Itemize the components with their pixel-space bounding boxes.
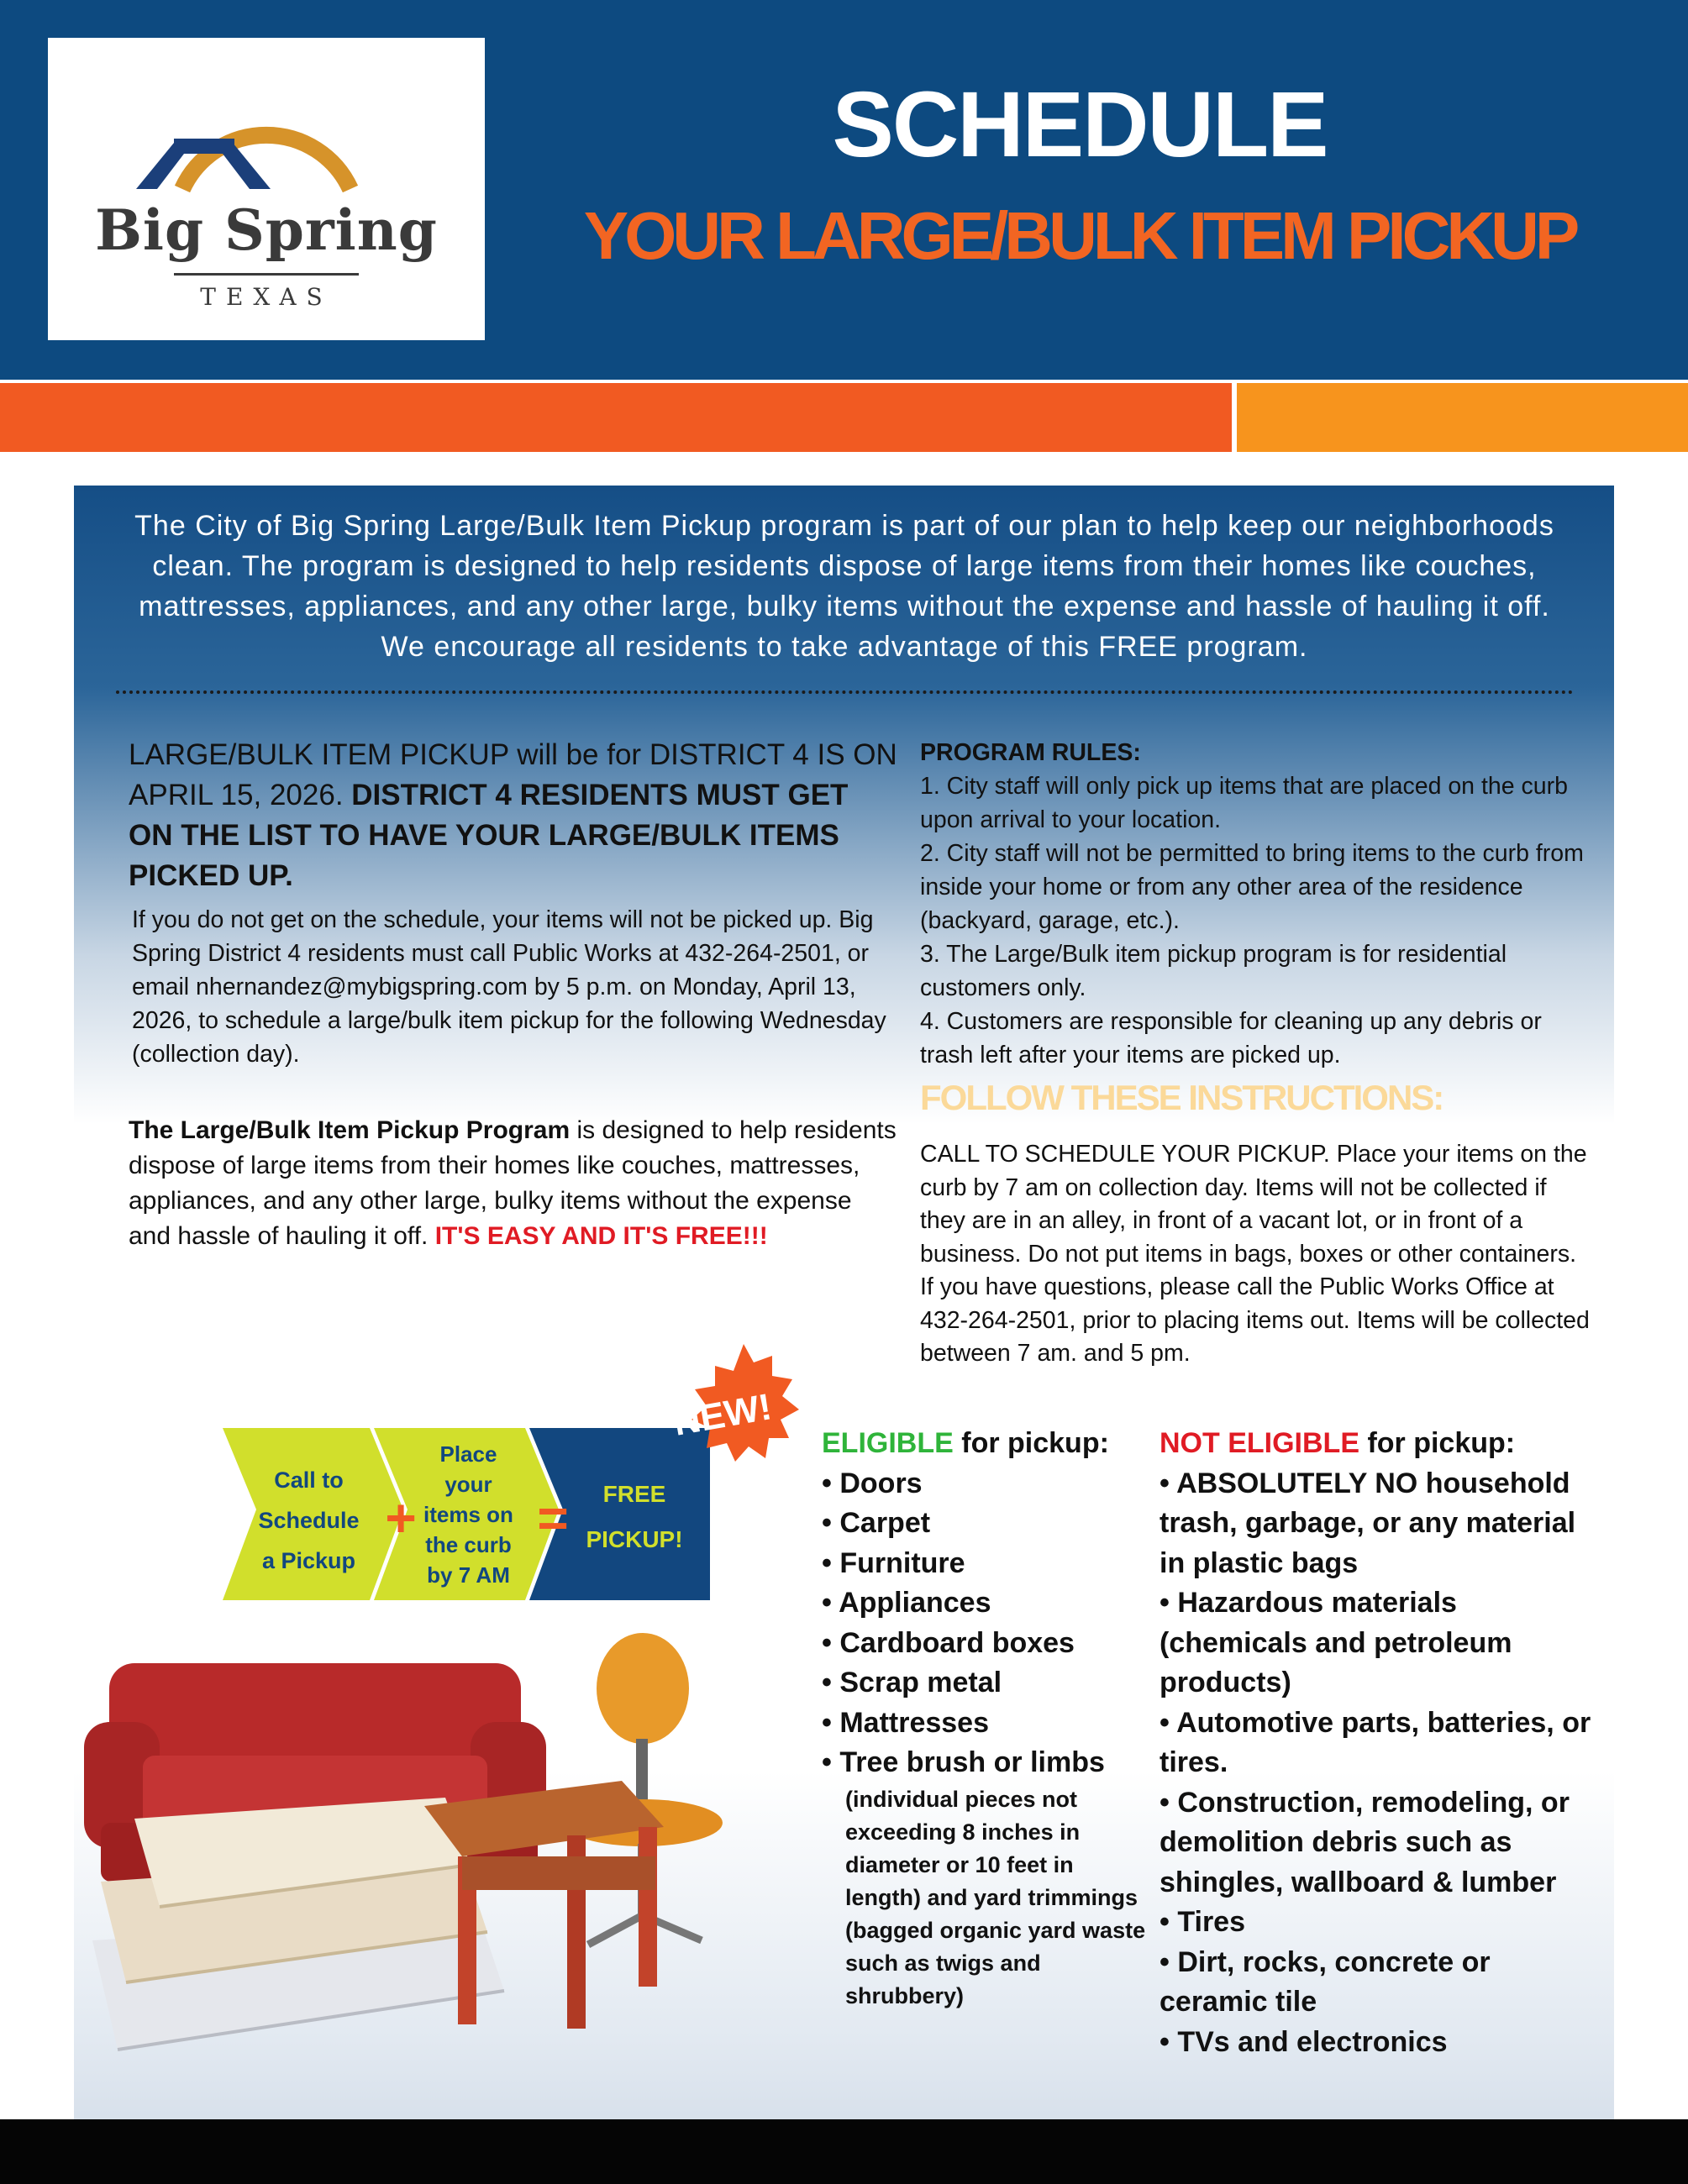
flow-line: by 7 AM — [427, 1562, 510, 1588]
eligible-item: • Furniture — [822, 1546, 965, 1579]
flow-line: items on — [423, 1502, 513, 1527]
logo-divider — [174, 273, 359, 276]
not-eligible-item: • Construction, remodeling, or demolition debris such as shingles, wallboard & lumber — [1160, 1786, 1570, 1898]
follow-instructions-title: FOLLOW THESE INSTRUCTIONS: — [920, 1078, 1443, 1117]
eligible-item: • Doors — [822, 1467, 923, 1499]
dotted-divider — [116, 690, 1574, 694]
eligible-item: • Cardboard boxes — [822, 1626, 1075, 1659]
eligible-item: • Tree brush or limbs — [822, 1746, 1105, 1778]
district-must-register: DISTRICT 4 RESIDENTS MUST GET ON THE LIST TO HAVE YOUR LARGE/BULK ITEMS PICKED UP. — [129, 779, 849, 892]
program-text: is designed to help residents dispose of large items from their homes like couches, mattresses, appliances, and any other large, bulky items without the expense and hassle of hauling it off. — [129, 1116, 897, 1250]
intro-paragraph: The City of Big Spring Large/Bulk Item Pickup program is part of our plan to help keep our neighborhoods clean. The program is designed to help residents dispose of large items from their homes like couches, mattresses, appliances, and any other large, bulky items without the expense and hassle of hauling it off. We encourage all residents to take advantage of this FREE program. — [134, 510, 1554, 663]
rule-item: 1. City staff will only pick up items that are placed on the curb upon arrival to your location. — [920, 773, 1568, 833]
new-badge-text: NEW! — [670, 1386, 775, 1444]
district-announcement — [129, 735, 897, 896]
bottom-bar — [0, 2119, 1688, 2184]
eligible-label: ELIGIBLE — [822, 1427, 954, 1459]
eligible-heading — [822, 1424, 1149, 1464]
rules-title: PROGRAM RULES: — [920, 739, 1141, 766]
eligible-list — [822, 1424, 1149, 2013]
logo-name: Big Spring — [95, 197, 438, 263]
flow-step-call-text — [252, 1460, 365, 1581]
flow-line: PICKUP! — [586, 1526, 683, 1552]
district-date: LARGE/BULK ITEM PICKUP will be for DISTRICT 4 IS ON APRIL 15, 2026. — [129, 738, 897, 811]
easy-free-callout: IT'S EASY AND IT'S FREE!!! — [434, 1222, 768, 1250]
eligible-item: • Carpet — [822, 1507, 931, 1539]
page-title: SCHEDULE — [832, 73, 1328, 176]
schedule-details: If you do not get on the schedule, your items will not be picked up. Big Spring District 4 residents must call Public Works at 432-264-2501, or email nhernandez@mybigspring.com by 5 p.m. on Monday, April 13, 2026, to schedule a large/bulk item pickup for the following Wednesday (collection day). — [132, 906, 886, 1068]
flow-line: Call to — [274, 1467, 344, 1493]
rule-item: 2. City staff will not be permitted to bring items to the curb from inside your home or from any other area of the residence (backyard, garage, etc.). — [920, 840, 1584, 934]
eligible-heading-rest: for pickup: — [953, 1427, 1109, 1459]
eligible-item: • Appliances — [822, 1587, 991, 1619]
eligible-item: • Mattresses — [822, 1706, 990, 1739]
page-subtitle: YOUR LARGE/BULK ITEM PICKUP — [583, 198, 1576, 273]
not-eligible-item: • Hazardous materials (chemicals and petroleum products) — [1160, 1587, 1512, 1698]
flow-line: your — [444, 1472, 492, 1497]
flow-line: the curb — [425, 1532, 512, 1557]
city-logo — [48, 38, 485, 340]
not-eligible-item: • Automotive parts, batteries, or tires. — [1160, 1706, 1591, 1778]
side-table-icon — [424, 1781, 664, 2029]
flow-line: Place — [439, 1441, 497, 1467]
flow-line: Schedule — [258, 1508, 360, 1533]
flow-line: a Pickup — [261, 1548, 356, 1573]
eligible-item: • Scrap metal — [822, 1667, 1002, 1698]
not-eligible-list — [1160, 1424, 1596, 2062]
light-orange-stripe — [1237, 383, 1688, 452]
flow-result-text — [580, 1472, 689, 1562]
tree-brush-note: (individual pieces not exceeding 8 inches in diameter or 10 feet in length) and yard trimmings (bagged organic yard waste such as twigs and shrubbery) — [845, 1786, 1146, 2008]
not-eligible-label: NOT ELIGIBLE — [1160, 1427, 1359, 1459]
not-eligible-item: • Dirt, rocks, concrete or ceramic tile — [1160, 1945, 1491, 2018]
instructions-text: CALL TO SCHEDULE YOUR PICKUP. Place your items on the curb by 7 am on collection day. Items will not be collected if they are in an alley, in front of a vacant lot, or in front of a business. Do not put items in bags, boxes or other containers. If you have questions, please call the Public Works Office at 432-264-2501, prior to placing items out. Items will be collected between 7 am. and 5 pm. — [920, 1141, 1590, 1367]
plus-sign: + — [385, 1488, 417, 1548]
equals-sign: = — [537, 1488, 569, 1548]
orange-stripe — [0, 383, 1232, 452]
not-eligible-item: • ABSOLUTELY NO household trash, garbage, or any material in plastic bags — [1160, 1467, 1576, 1579]
logo-state: TEXAS — [200, 283, 333, 311]
not-eligible-item: • Tires — [1160, 1906, 1245, 1938]
not-eligible-heading-rest: for pickup: — [1359, 1427, 1516, 1459]
not-eligible-heading — [1160, 1424, 1596, 1464]
rule-item: 3. The Large/Bulk item pickup program is for residential customers only. — [920, 941, 1507, 1001]
program-rules — [920, 736, 1592, 1072]
rule-item: 4. Customers are responsible for cleaning up any debris or trash left after your items are picked up. — [920, 1008, 1542, 1068]
program-description — [129, 1113, 897, 1254]
not-eligible-item: • TVs and electronics — [1160, 2025, 1448, 2058]
flow-line: FREE — [602, 1481, 666, 1507]
header-banner — [0, 0, 1688, 380]
schedule-column — [129, 735, 897, 1254]
logo-arch-icon — [48, 38, 485, 206]
mattress-stack-icon — [92, 1798, 504, 2050]
program-name: The Large/Bulk Item Pickup Program — [129, 1116, 571, 1144]
furniture-illustration — [84, 1630, 723, 2066]
flow-step-place-text — [412, 1439, 525, 1590]
